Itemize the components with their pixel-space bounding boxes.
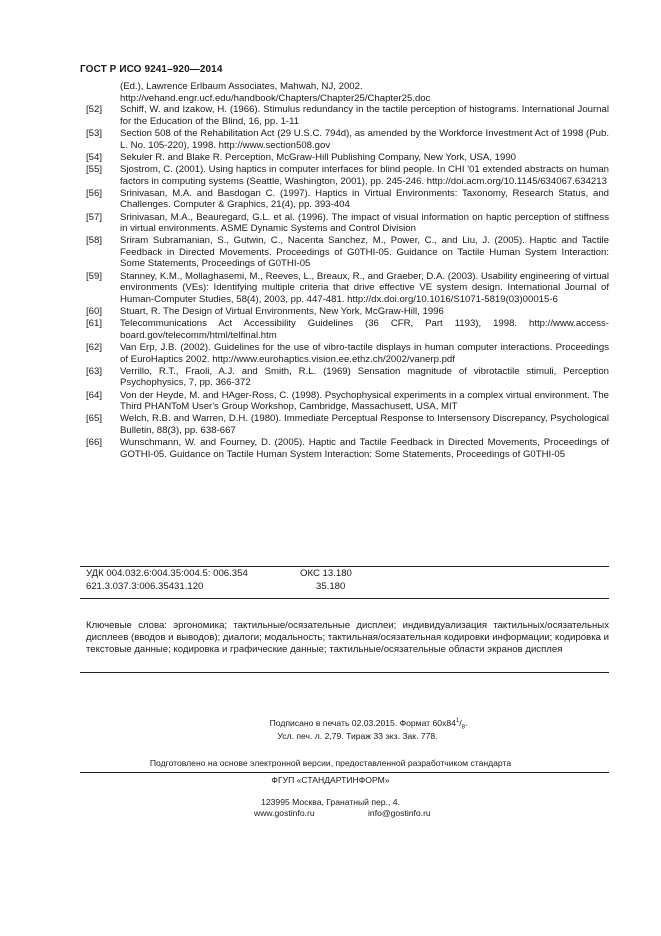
classification-row	[86, 581, 352, 594]
oks-code-2: 35.180	[316, 580, 346, 592]
continuation-line: (Ed.), Lawrence Erlbaum Associates, Mahwah, NJ, 2002.	[120, 81, 363, 92]
reference-text: Sekuler R. and Blake R. Perception, McGraw-Hill Publishing Company, New York, USA, 1990	[120, 151, 517, 163]
reference-text: Stanney, K.M., Mollaghasemi, M., Reeves, L., Breaux, R., and Graeber, D.A. (2003). Usability engineering of virtual environments (VEs): Identifying multiple criteria that drive effective VE system design. International Journal of Human-Computer Studies, 58(4), 2003, pp. 447-481. http://dx.doi.org/10.1016/S1071-5819(03)00015-6	[120, 270, 609, 305]
reference-list	[86, 81, 609, 461]
imprint-rule	[80, 772, 609, 773]
reference-text: Von der Heyde, M. and HAger-Ross, C. (1998). Psychophysical experiments in a complex virtual environment. The Third PHANToM User's Group Workshop, Cambridge, Massachusett, USA, MIT	[120, 389, 609, 413]
classification-block	[86, 568, 352, 593]
reference-number: [65]	[86, 413, 103, 425]
classification-bottom-rule	[80, 598, 609, 599]
publisher-name: ФГУП «СТАНДАРТИНФОРМ»	[271, 775, 390, 785]
format-fraction-denominator: 8	[461, 724, 465, 731]
udk-code-line-2: 621.3.037.3:006.35431.120	[86, 580, 204, 592]
reference-text: Sriram Subramanian, S., Gutwin, C., Nacenta Sanchez, M., Power, C., and Liu, J. (2005). Haptic and Tactile Feedback in Directed Movements. Proceedings of G0THI-05. Guidance on Tactile Human System Interaction: Some Statements, Proceedings of G0THI-05	[120, 235, 609, 270]
reference-text: Section 508 of the Rehabilitation Act (29 U.S.C. 794d), as amended by the Workforce Investment Act of 1998 (Pub. L. No. 105-220), 1998. http://www.section508.gov	[120, 127, 609, 151]
reference-text: Verrillo, R.T., Fraoli, A.J. and Smith, R.L. (1969) Sensation magnitude of vibrotactile stimuli, Perception Psychophysics, 7, pp. 366-372	[120, 365, 609, 389]
publisher-address: 123995 Москва, Гранатный пер., 4.	[261, 797, 400, 807]
reference-text: Telecommunications Act Accessibility Guidelines (36 CFR, Part 1193), 1998. http://www.access-board.gov/telecomm/html/telfinal.htm	[120, 318, 609, 341]
publisher-website[interactable]: www.gostinfo.ru	[254, 808, 315, 818]
reference-number: [54]	[86, 151, 103, 163]
reference-number: [55]	[86, 163, 103, 175]
reference-number: [58]	[86, 235, 103, 247]
imprint-print-info-line	[0, 731, 661, 741]
reference-item	[86, 212, 609, 235]
reference-text: Van Erp, J.B. (2002). Guidelines for the use of vibro-tactile displays in human computer interactions. Proceedings of EuroHaptics 2002. http://www.eurohaptics.vision.ee.ethz.ch/2002/vanerp.pdf	[120, 342, 609, 365]
reference-number: [56]	[86, 187, 103, 199]
reference-item	[86, 152, 609, 164]
imprint-prepared: Подготовлено на основе электронной версии, предоставленной разработчиком стандарта	[149, 758, 512, 768]
reference-number: [63]	[86, 365, 103, 377]
reference-number: [66]	[86, 437, 103, 449]
publisher-email[interactable]: info@gostinfo.ru	[368, 808, 431, 818]
imprint-signed: Подписано в печать 02.03.2015. Формат 60x84	[269, 718, 456, 728]
reference-number: [59]	[86, 270, 103, 282]
classification-top-rule	[80, 566, 609, 567]
format-fraction-numerator: 1	[455, 718, 460, 725]
oks-code: ОКС 13.180	[300, 568, 352, 579]
document-header: ГОСТ Р ИСО 9241–920—2014	[80, 64, 223, 75]
keywords-bottom-rule	[80, 672, 609, 673]
reference-text: Srinivasan, M.A. and Basdogan C. (1997). Haptics in Virtual Environments: Taxonomy, Research Status, and Challenges. Computer & Graphics, 21(4), pp. 393-404	[120, 187, 609, 211]
reference-item	[86, 306, 609, 318]
keywords-paragraph: Ключевые слова: эргономика; тактильные/осязательные дисплеи; индивидуализация тактильных/осязательных дисплеев (вводов и выводов); диалоги; модальность; тактильная/осязательная кодировки информации; кодировка и текстовые данные; кодировка и графические данные; тактильные/осязательные области экранов дисплея	[86, 620, 609, 655]
reference-item	[86, 271, 609, 306]
classification-row	[86, 568, 352, 581]
format-period: .	[465, 718, 468, 728]
reference-item	[86, 366, 609, 389]
reference-item	[86, 318, 609, 341]
reference-item	[86, 188, 609, 211]
reference-number: [60]	[86, 306, 103, 318]
reference-item	[86, 342, 609, 365]
reference-item	[86, 164, 609, 187]
reference-text: Schiff, W. and Izakow, H. (1966). Stimulus redundancy in the tactile perception of histograms. International Journal for the Education of the Blind, 16, pp. 1-11	[120, 104, 609, 127]
reference-item	[86, 437, 609, 460]
reference-item	[86, 413, 609, 436]
reference-number: [57]	[86, 211, 103, 223]
reference-item	[86, 104, 609, 127]
reference-number: [61]	[86, 318, 103, 330]
reference-text: Stuart, R. The Design of Virtual Environments, New York, McGraw-Hill, 1996	[120, 306, 444, 318]
reference-text: Wunschmann, W. and Fourney, D. (2005). Haptic and Tactile Feedback in Directed Movements, Proceedings of GOTHI-05. Guidance on Tactile Human System Interaction: Some Statements, Proceedings of G0THI-05	[120, 437, 609, 460]
continuation-url: http://vehand.engr.ucf.edu/handbook/Chapters/Chapter25/Chapter25.doc	[120, 92, 431, 104]
reference-continuation	[86, 81, 609, 104]
reference-number: [52]	[86, 104, 103, 116]
reference-item	[86, 128, 609, 151]
reference-number: [53]	[86, 127, 103, 139]
reference-text: Srinivasan, M.A., Beauregard, G.L. et al. (1996). The impact of visual information on haptic perception of stiffness in virtual environments. ASME Dynamic Systems and Control Division	[120, 211, 609, 235]
imprint-print-info: Усл. печ. л. 2,79. Тираж 33 экз. Зак. 778.	[277, 731, 438, 741]
reference-number: [62]	[86, 342, 103, 353]
reference-item	[86, 390, 609, 413]
udk-code-line-1: УДК 004.032.6:004.35:004.5: 006.354	[86, 568, 248, 579]
reference-item	[86, 235, 609, 270]
imprint-signed-line: Подписано в печать 02.03.2015. Формат $60x84^1/_8$.	[269, 718, 468, 731]
reference-text: Sjostrom, C. (2001). Using haptics in computer interfaces for blind people. In CHI '01 extended abstracts on human factors in computing systems (Seattle, Washington, 2001), pp. 245-246. http://doi.acm.org/10.1145/634067.634213	[120, 163, 609, 187]
reference-number: [64]	[86, 389, 103, 401]
reference-text: Welch, R.B. and Warren, D.H. (1980). Immediate Perceptual Response to Intersensory Discrepancy, Psychological Bulletin, 88(3), pp. 638-667	[120, 413, 609, 436]
